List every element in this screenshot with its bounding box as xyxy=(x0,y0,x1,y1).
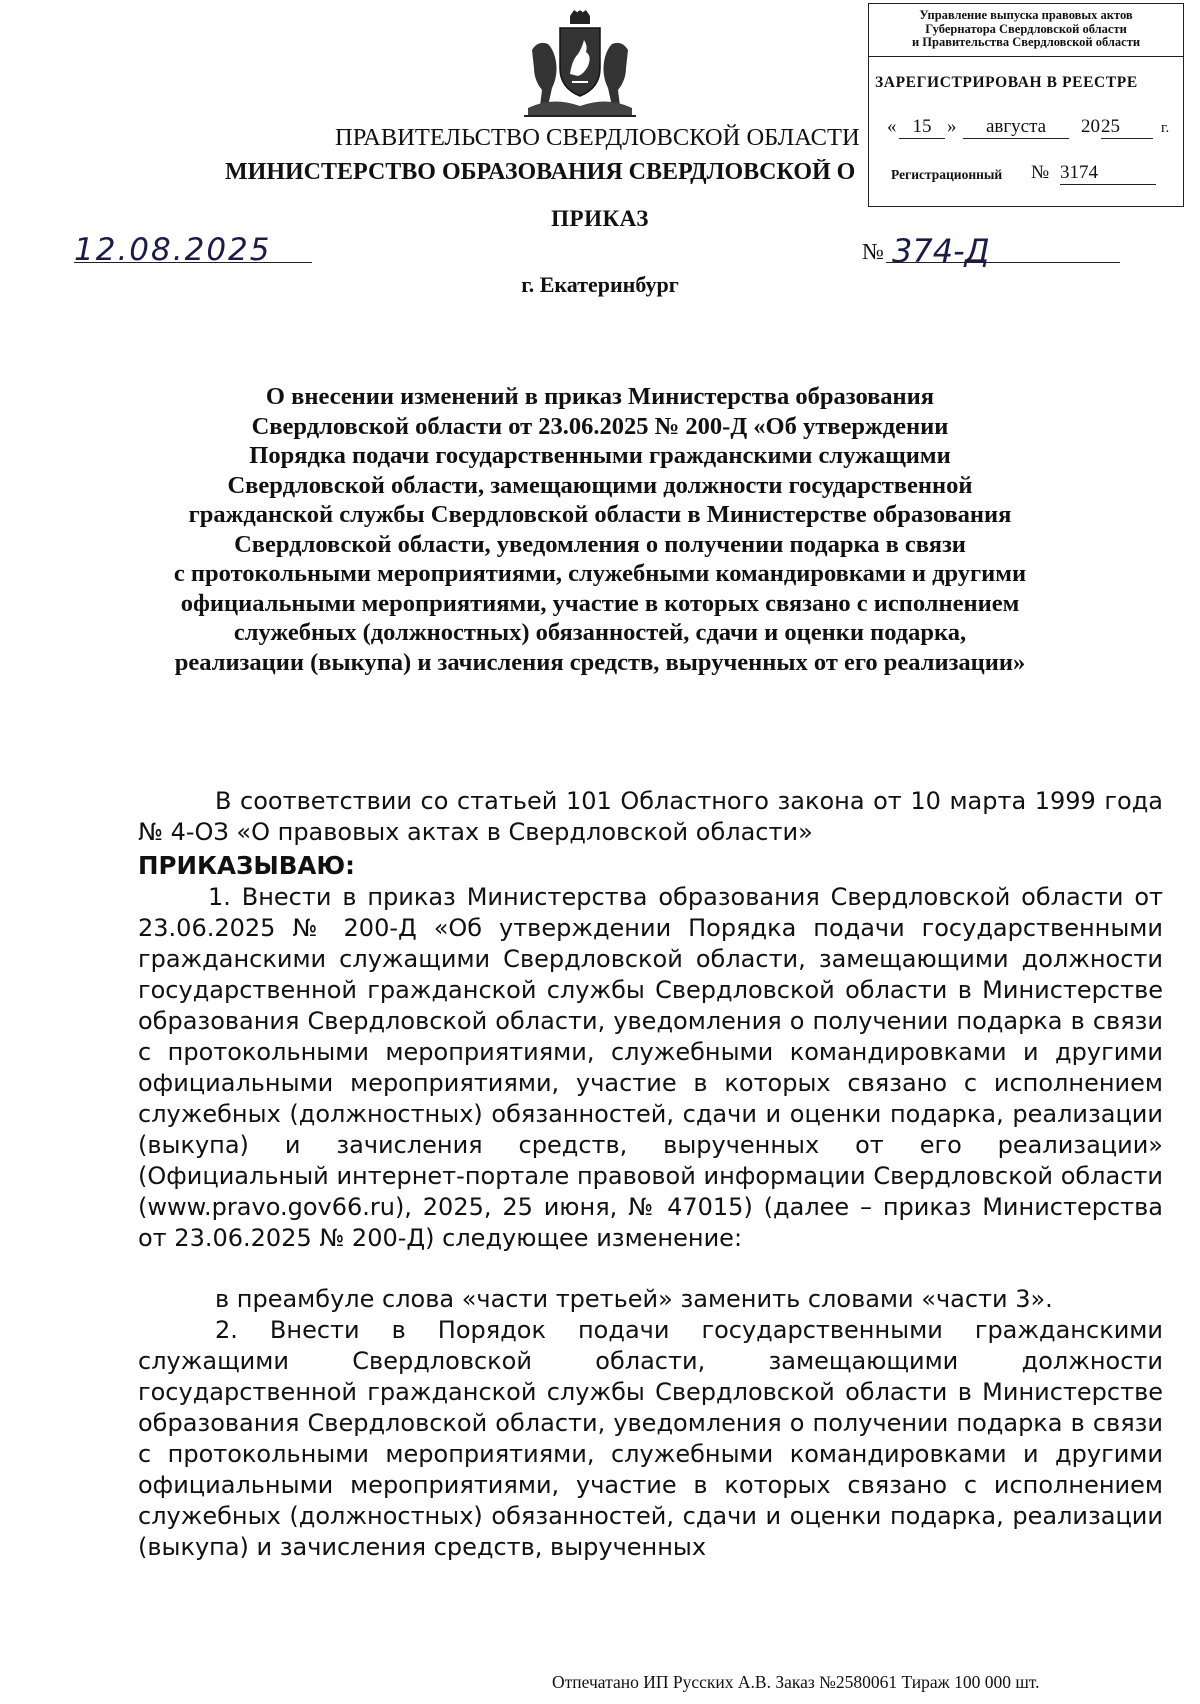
date-underline xyxy=(74,262,312,263)
order-subject-title xyxy=(130,382,1070,677)
handwritten-number: 374-Д xyxy=(892,232,990,270)
registration-stamp xyxy=(868,3,1184,207)
item-2-paragraph: 2. Внести в Порядок подачи государственными гражданскими служащими Свердловской области, замещающими должности государственной гражданской службы Свердловской области в Министерстве образования Свердловской области, уведомления о получении подарка в связи с протокольными мероприятиями, служебными командировками и другими официальными мероприятиями, участие в которых связано с исполнением служебных (должностных) обязанностей, сдачи и оценки подарка, реализации (выкупа) и зачисления средств, вырученных xyxy=(138,1316,1163,1561)
stamp-registered-label: ЗАРЕГИСТРИРОВАН В РЕЕСТРЕ xyxy=(875,74,1138,91)
title-line: с протокольными мероприятиями, служебными командировками и другими xyxy=(173,560,1027,587)
title-line: служебных (должностных) обязанностей, сдачи и оценки подарка, xyxy=(233,619,967,646)
coat-of-arms-emblem xyxy=(522,10,638,120)
print-imprint-footer: Отпечатано ИП Русских А.В. Заказ №2580061 Тираж 100 000 шт. xyxy=(552,1672,1040,1692)
stamp-date-close-quote: » xyxy=(947,116,957,137)
stamp-header-line: Управление выпуска правовых актов xyxy=(919,8,1133,22)
handwritten-date: 12.08.2025 xyxy=(74,232,272,268)
title-line: официальными мероприятиями, участие в которых связано с исполнением xyxy=(180,589,1020,617)
stamp-reg-number: 3174 xyxy=(1060,162,1156,185)
preamble-change-paragraph: в преамбуле слова «части третьей» заменить словами «части 3». xyxy=(215,1285,1053,1313)
stamp-date-year-prefix: 20 xyxy=(1081,116,1100,137)
title-line: О внесении изменений в приказ Министерства образования xyxy=(265,383,935,410)
title-line: реализации (выкупа) и зачисления средств, вырученных от его реализации» xyxy=(174,648,1026,676)
title-line: Свердловской области, замещающими должности государственной xyxy=(227,471,973,499)
stamp-reg-no-sign: № xyxy=(1031,162,1050,183)
title-line: гражданской службы Свердловской области в Министерстве образования xyxy=(188,501,1012,528)
document-type-title: ПРИКАЗ xyxy=(551,206,649,231)
number-underline xyxy=(886,262,1120,263)
title-line: Свердловской области, уведомления о получении подарка в связи xyxy=(234,530,966,558)
item-1-paragraph: 1. Внести в приказ Министерства образования Свердловской области от 23.06.2025 № 200-Д «Об утверждении Порядка подачи государственными гражданскими служащими Свердловской области, замещающими должности государственной гражданской службы Свердловской области в Министерстве образования Свердловской области, уведомления о получении подарка в связи с протокольными мероприятиями, служебными командировками и другими официальными мероприятиями, участие в которых связано с исполнением служебных (должностных) обязанностей, сдачи и оценки подарка, реализации (выкупа) и зачисления средств, вырученных от его реализации» (Официальный интернет-портале правовой информации Свердловской области (www.pravo.gov66.ru), 2025, 25 июня, № 47015) (далее – приказ Министерства от 23.06.2025 № 200-Д) следующее изменение: xyxy=(138,883,1163,1252)
title-line: Порядка подачи государственными гражданскими служащими xyxy=(249,442,951,469)
government-name: ПРАВИТЕЛЬСТВО СВЕРДЛОВСКОЙ ОБЛАСТИ xyxy=(335,124,860,151)
stamp-date-open-quote: « xyxy=(887,116,897,137)
city: г. Екатеринбург xyxy=(521,272,679,297)
stamp-header xyxy=(869,4,1183,57)
ministry-name: МИНИСТЕРСТВО ОБРАЗОВАНИЯ СВЕРДЛОВСКОЙ О xyxy=(225,159,856,185)
stamp-header-line: и Правительства Свердловской области xyxy=(911,35,1141,49)
stamp-header-line: Губернатора Свердловской области xyxy=(925,21,1127,36)
stamp-reg-label: Регистрационный xyxy=(891,167,1003,182)
order-word: ПРИКАЗЫВАЮ: xyxy=(138,851,355,880)
stamp-date-day: 15 xyxy=(899,116,945,139)
stamp-date-month: августа xyxy=(963,116,1069,139)
number-sign: № xyxy=(862,239,884,264)
title-line: Свердловской области от 23.06.2025 № 200-Д «Об утверждении xyxy=(251,412,949,440)
stamp-date-year-suffix: 25 xyxy=(1101,116,1153,139)
basis-paragraph: В соответствии со статьей 101 Областного закона от 10 марта 1999 года № 4-ОЗ «О правовых актах в Свердловской области» xyxy=(138,787,1163,846)
stamp-date-year-unit: г. xyxy=(1161,120,1170,136)
